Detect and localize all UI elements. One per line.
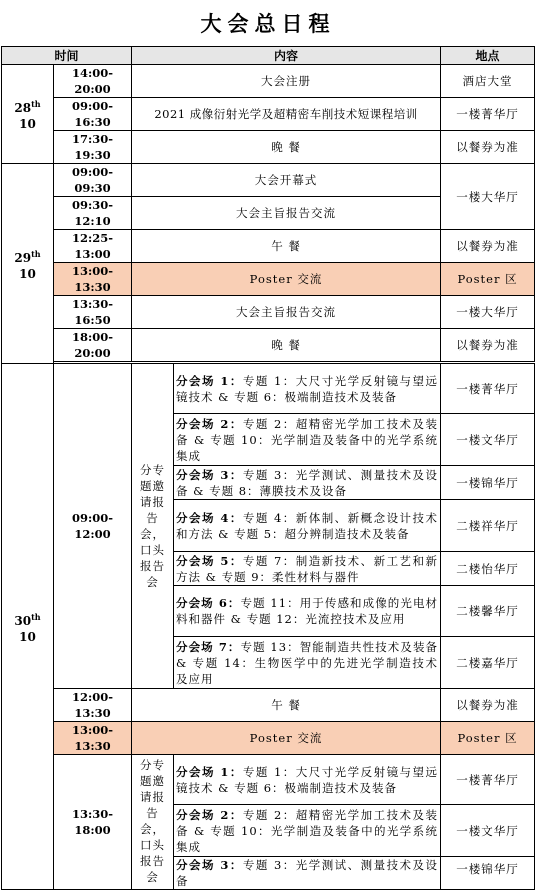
content-cell: 晚 餐 [132,131,441,164]
content-cell: Poster 交流 [132,263,441,296]
table-row [2,230,535,263]
location-cell: 一楼菁华厅 [441,364,535,414]
date-28: 28th 10 [2,65,54,164]
location-cell: 二楼祥华厅 [441,500,535,552]
location-cell: 一楼文华厅 [441,414,535,466]
table-row [2,65,535,98]
session-cell: 分会场 3：专题 3：光学测试、测量技术及设备 [174,857,441,890]
content-cell: Poster 交流 [132,722,441,755]
location-cell: 酒店大堂 [441,65,535,98]
table-row [2,364,535,414]
time-cell: 09:00-09:30 [54,164,132,197]
session-cell: 分会场 1：专题 1：大尺寸光学反射镜与望远镜技术 & 专题 6：极端制造技术及装备 [174,364,441,414]
location-cell: 二楼嘉华厅 [441,637,535,689]
time-cell: 13:30-16:50 [54,296,132,329]
session-cell: 分会场 1：专题 1：大尺寸光学反射镜与望远镜技术 & 专题 6：极端制造技术及装备 [174,755,441,805]
date-30: 30th 10 [2,364,54,890]
content-cell: 晚 餐 [132,329,441,362]
table-row [2,131,535,164]
content-cell: 午 餐 [132,230,441,263]
content-cell: 大会主旨报告交流 [132,197,441,230]
time-cell: 14:00-20:00 [54,65,132,98]
table-row [2,98,535,131]
location-cell: 一楼锦华厅 [441,857,535,890]
time-cell: 13:30-18:00 [54,755,132,890]
time-cell: 17:30-19:30 [54,131,132,164]
location-cell: 以餐券为准 [441,329,535,362]
session-type-label: 分专题邀请报告会，口头报告会 [132,755,174,890]
location-cell: 一楼菁华厅 [441,98,535,131]
page-title: 大会总日程 [200,11,336,36]
session-cell: 分会场 5：专题 7：制造新技术、新工艺和新方法 & 专题 9：柔性材料与器件 [174,552,441,586]
location-cell: 以餐券为准 [441,131,535,164]
location-cell: 一楼大华厅 [441,164,535,230]
location-cell: Poster 区 [441,263,535,296]
location-cell: 一楼文华厅 [441,805,535,857]
header-location: 地点 [441,47,535,65]
location-cell: 二楼馨华厅 [441,586,535,637]
time-cell: 09:00-12:00 [54,364,132,689]
table-row [2,755,535,805]
location-cell: 以餐券为准 [441,230,535,263]
header-time: 时间 [2,47,132,65]
location-cell: 以餐券为准 [441,689,535,722]
session-cell: 分会场 3：专题 3：光学测试、测量技术及设备 & 专题 8：薄膜技术及设备 [174,466,441,500]
table-row [2,164,535,197]
table-row [2,722,535,755]
content-cell: 大会开幕式 [132,164,441,197]
table-row [2,689,535,722]
location-cell: 一楼大华厅 [441,296,535,329]
content-cell: 午 餐 [132,689,441,722]
time-cell: 13:00-13:30 [54,722,132,755]
session-cell: 分会场 2：专题 2：超精密光学加工技术及装备 & 专题 10：光学制造及装备中的光学系统集成 [174,805,441,857]
session-cell: 分会场 7：专题 13：智能制造共性技术及装备 & 专题 14：生物医学中的先进光学制造技术及应用 [174,637,441,689]
table-row [2,329,535,362]
session-cell: 分会场 6：专题 11：用于传感和成像的光电材料和器件 & 专题 12：光流控技术及应用 [174,586,441,637]
time-cell: 13:00-13:30 [54,263,132,296]
location-cell: 二楼怡华厅 [441,552,535,586]
session-cell: 分会场 2：专题 2：超精密光学加工技术及装备 & 专题 10：光学制造及装备中的光学系统集成 [174,414,441,466]
header-row [2,47,535,65]
table-row [2,296,535,329]
header-content: 内容 [132,47,441,65]
content-cell: 2021 成像衍射光学及超精密车削技术短课程培训 [132,98,441,131]
location-cell: Poster 区 [441,722,535,755]
session-cell: 分会场 4：专题 4：新体制、新概念设计技术和方法 & 专题 5：超分辨制造技术及装备 [174,500,441,552]
location-cell: 一楼菁华厅 [441,755,535,805]
table-row [2,263,535,296]
time-cell: 09:00-16:30 [54,98,132,131]
content-cell: 大会主旨报告交流 [132,296,441,329]
time-cell: 18:00-20:00 [54,329,132,362]
date-29: 29th 10 [2,164,54,364]
location-cell: 一楼锦华厅 [441,466,535,500]
time-cell: 12:00-13:30 [54,689,132,722]
content-cell: 大会注册 [132,65,441,98]
session-type-label: 分专题邀请报告会，口头报告会 [132,364,174,689]
time-cell: 09:30-12:10 [54,197,132,230]
schedule-table [1,46,535,890]
time-cell: 12:25-13:00 [54,230,132,263]
